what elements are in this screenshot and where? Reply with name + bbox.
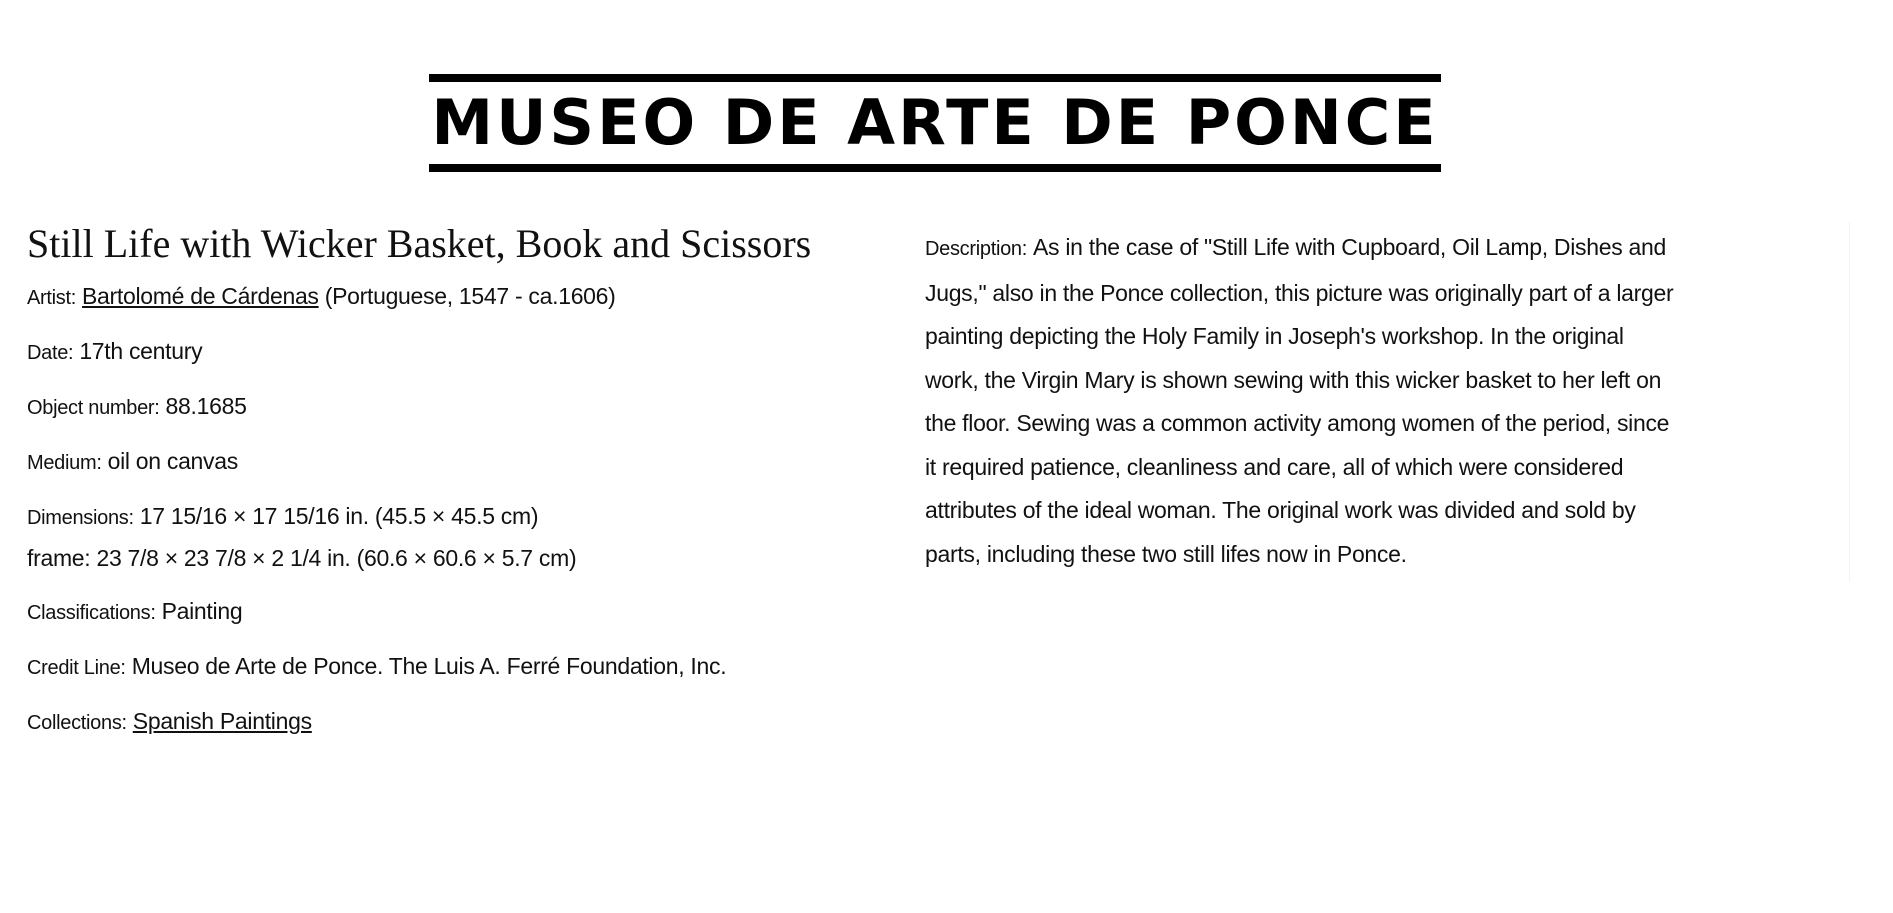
object-number-value: 88.1685 [165, 393, 247, 419]
description-text: As in the case of "Still Life with Cupboard, Oil Lamp, Dishes and [1033, 234, 1666, 260]
collections-label: Collections: [27, 712, 127, 734]
artwork-title: Still Life with Wicker Basket, Book and Scissors [27, 221, 812, 266]
object-number-label: Object number: [27, 397, 160, 419]
artist-row [27, 276, 897, 318]
classifications-label: Classifications: [27, 602, 156, 624]
credit-line-row [27, 646, 897, 688]
column-divider [1849, 222, 1850, 582]
date-row [27, 331, 897, 373]
artist-link[interactable]: Bartolomé de Cárdenas [82, 283, 319, 309]
description-line: parts, including these two still lifes now in Ponce. [925, 540, 1407, 567]
dimensions-value: 17 15/16 × 17 15/16 in. (45.5 × 45.5 cm) [139, 503, 539, 529]
logo-bottom-bar [429, 164, 1441, 172]
logo-top-bar [429, 74, 1441, 82]
description-line [925, 226, 1805, 272]
description-line: it required patience, cleanliness and care, all of which were considered [925, 453, 1624, 480]
frame-dimensions-value: frame: 23 7/8 × 23 7/8 × 2 1/4 in. (60.6 × 60.6 × 5.7 cm) [27, 545, 577, 571]
artwork-details [27, 218, 897, 756]
credit-line-label: Credit Line: [27, 657, 126, 679]
description-line: the floor. Sewing was a common activity among women of the period, since [925, 410, 1670, 436]
collections-row [27, 701, 897, 743]
museum-logo[interactable] [429, 74, 1441, 172]
credit-line-value: Museo de Arte de Ponce. The Luis A. Ferré Foundation, Inc. [131, 653, 727, 679]
description-line: painting depicting the Holy Family in Joseph's workshop. In the original [925, 323, 1624, 349]
object-number-row [27, 386, 897, 428]
description-line: Jugs," also in the Ponce collection, this picture was originally part of a larger [925, 279, 1674, 306]
description-line: work, the Virgin Mary is shown sewing with this wicker basket to her left on [925, 366, 1662, 393]
dimensions-row [27, 496, 897, 578]
dimensions-label: Dimensions: [27, 507, 134, 529]
medium-label: Medium: [27, 452, 102, 474]
medium-value: oil on canvas [107, 448, 238, 474]
medium-row [27, 441, 897, 483]
classifications-value: Painting [161, 598, 243, 624]
date-value: 17th century [79, 338, 203, 364]
description-line: attributes of the ideal woman. The original work was divided and sold by [925, 497, 1636, 523]
description [925, 226, 1805, 576]
date-label: Date: [27, 342, 74, 364]
description-label: Description: [925, 238, 1027, 260]
collections-link[interactable]: Spanish Paintings [132, 708, 312, 734]
artist-label: Artist: [27, 287, 77, 309]
logo-text: MUSEO DE ARTE DE PONCE [431, 86, 1439, 159]
artist-info: (Portuguese, 1547 - ca.1606) [324, 283, 616, 309]
classifications-row [27, 591, 897, 633]
